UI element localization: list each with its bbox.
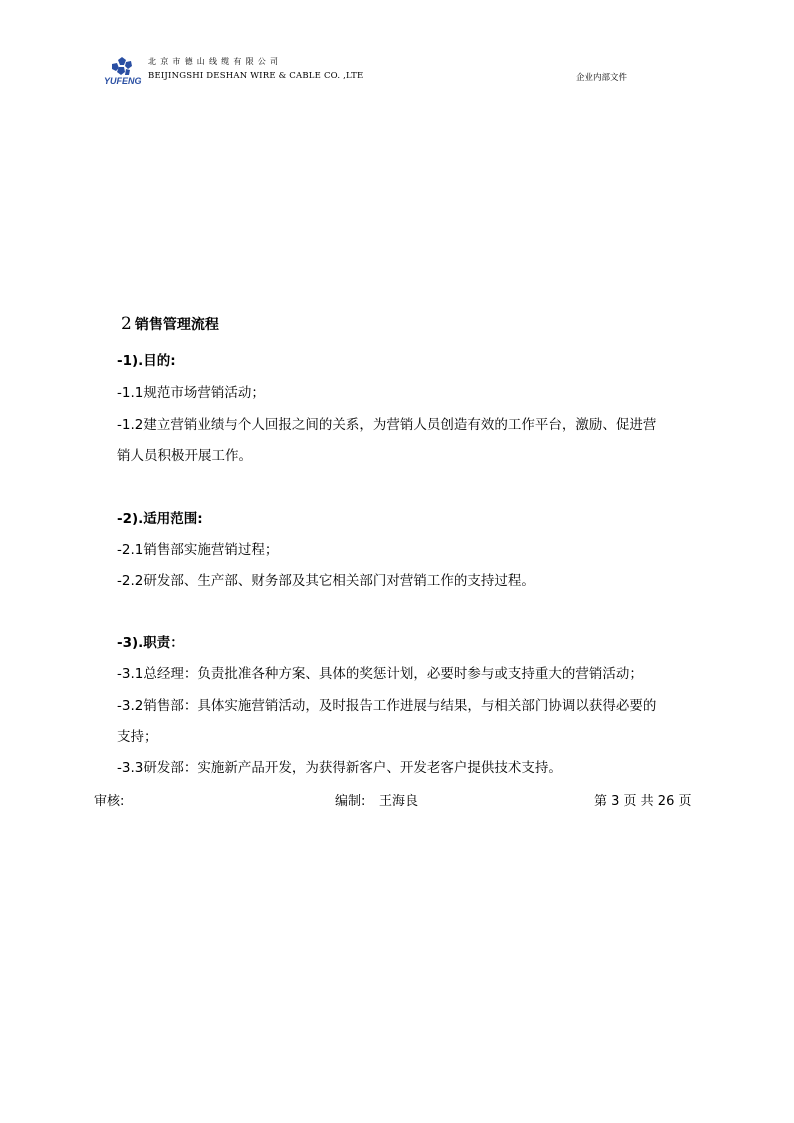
heading-purpose: -1).目的: [117, 353, 176, 369]
company-logo [104, 56, 150, 86]
document-classification: 企业内部文件 [576, 73, 628, 83]
footer-editor-label: 编制: [335, 794, 366, 809]
section-number: 2 [121, 314, 132, 334]
footer-reviewer-label: 审核: [94, 794, 125, 809]
company-name-en: BEIJINGSHI DESHAN WIRE & CABLE CO. ,LTE [148, 71, 364, 81]
footer-page-number: 第 3 页 共 26 页 [594, 794, 692, 809]
paragraph-line: -3.1总经理：负责批准各种方案、具体的奖惩计划，必要时参与或支持重大的营销活动； [117, 666, 643, 682]
heading-responsibilities: -3).职责： [117, 635, 184, 651]
paragraph-line: -2.1销售部实施营销过程； [117, 542, 279, 558]
heading-scope: -2).适用范围: [117, 511, 203, 527]
paragraph-line: 销人员积极开展工作。 [117, 448, 252, 464]
paragraph-line: -3.2销售部：具体实施营销活动，及时报告工作进展与结果，与相关部门协调以获得必要的 [117, 698, 657, 714]
paragraph-line: 支持； [117, 729, 158, 745]
logo-graphic [104, 56, 150, 86]
section-title [121, 314, 219, 334]
paragraph-line: -1.1规范市场营销活动； [117, 385, 265, 401]
company-name-cn: 北京市德山线缆有限公司 [148, 57, 283, 66]
paragraph-line: -3.3研发部：实施新产品开发，为获得新客户、开发老客户提供技术支持。 [117, 760, 562, 776]
paragraph-line: -2.2研发部、生产部、财务部及其它相关部门对营销工作的支持过程。 [117, 573, 535, 589]
logo-text: YUFENG [104, 76, 142, 86]
section-title-text: 销售管理流程 [134, 317, 219, 333]
paragraph-line: -1.2建立营销业绩与个人回报之间的关系，为营销人员创造有效的工作平台，激励、促进营 [117, 417, 657, 433]
footer-editor-name: 王海良 [379, 794, 419, 809]
